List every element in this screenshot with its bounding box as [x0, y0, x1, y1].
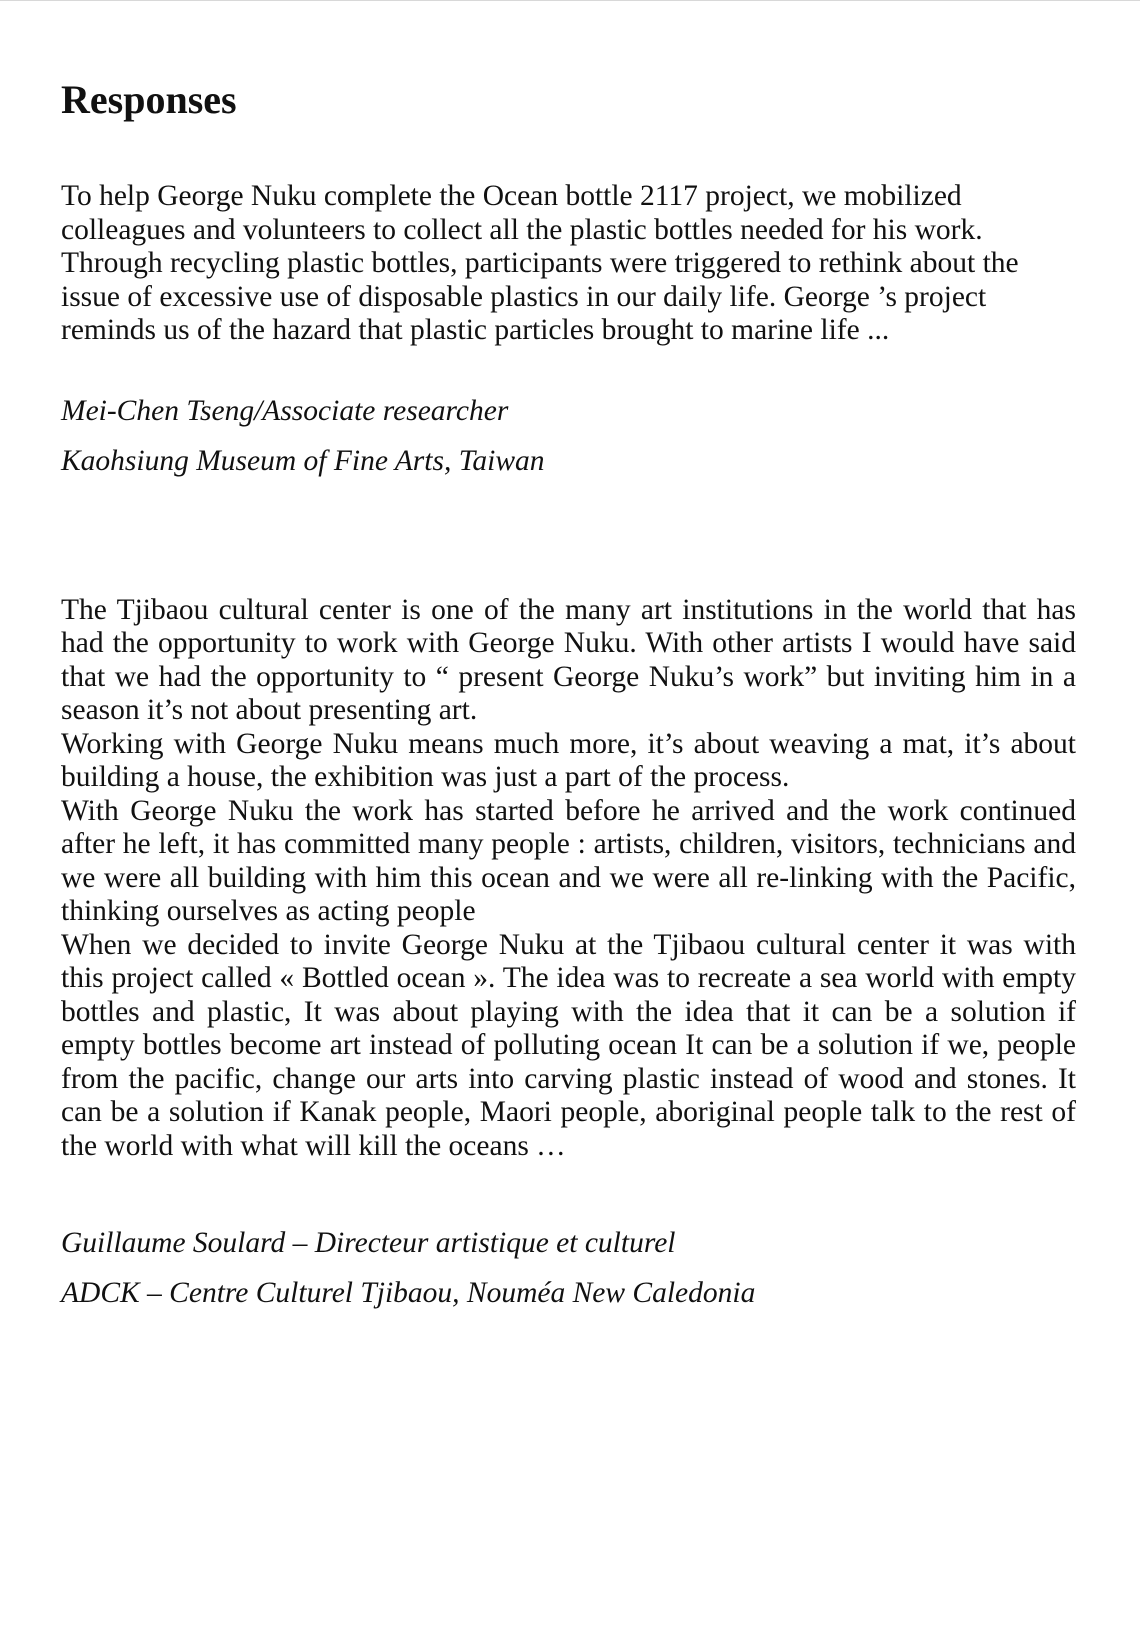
- response-signature: [61, 386, 1076, 486]
- response-kaohsiung: [61, 180, 1076, 486]
- signature-institution: ADCK – Centre Culturel Tjibaou, Nouméa New Caledonia: [61, 1277, 756, 1309]
- response-signature: [61, 1218, 1076, 1318]
- response-paragraph: The Tjibaou cultural center is one of the many art institutions in the world that has had the opportunity to work with George Nuku. With other artists I would have said that we had the opportunity to “ present George Nuku’s work” but inviting him in a season it’s not about presenting art.: [61, 593, 1076, 726]
- signature-institution: Kaohsiung Museum of Fine Arts, Taiwan: [61, 444, 545, 477]
- document-page: [61, 70, 1076, 1318]
- page-top-border: [0, 0, 1140, 1]
- response-tjibaou: [61, 594, 1076, 1319]
- signature-name-role: Mei-Chen Tseng/Associate researcher: [61, 394, 509, 427]
- response-paragraph: When we decided to invite George Nuku at the Tjibaou cultural center it was with this project called « Bottled ocean ». The idea was to recreate a sea world with empty bottles and plastic, It was about playing with the idea that it can be a solution if empty bottles become art instead of polluting ocean It can be a solution if we, people from the pacific, change our arts into carving plastic instead of wood and stones. It can be a solution if Kanak people, Maori people, aboriginal people talk to the rest of the world with what will kill the oceans …: [61, 928, 1076, 1162]
- response-paragraph: To help George Nuku complete the Ocean bottle 2117 project, we mobilized colleagues and volunteers to collect all the plastic bottles needed for his work. Through recycling plastic bottles, participants were triggered to rethink about the issue of excessive use of disposable plastics in our daily life. George ’s project reminds us of the hazard that plastic particles brought to marine life ...: [61, 180, 1019, 346]
- response-paragraph: With George Nuku the work has started before he arrived and the work continued after he left, it has committed many people : artists, children, visitors, technicians and we were all building with him this ocean and we were all re-linking with the Pacific, thinking ourselves as acting people: [61, 794, 1076, 927]
- response-paragraph: Working with George Nuku means much more, it’s about weaving a mat, it’s about building a house, the exhibition was just a part of the process.: [61, 727, 1076, 793]
- page-title: Responses: [61, 77, 237, 122]
- signature-name-role: Guillaume Soulard – Directeur artistique et culturel: [61, 1227, 676, 1259]
